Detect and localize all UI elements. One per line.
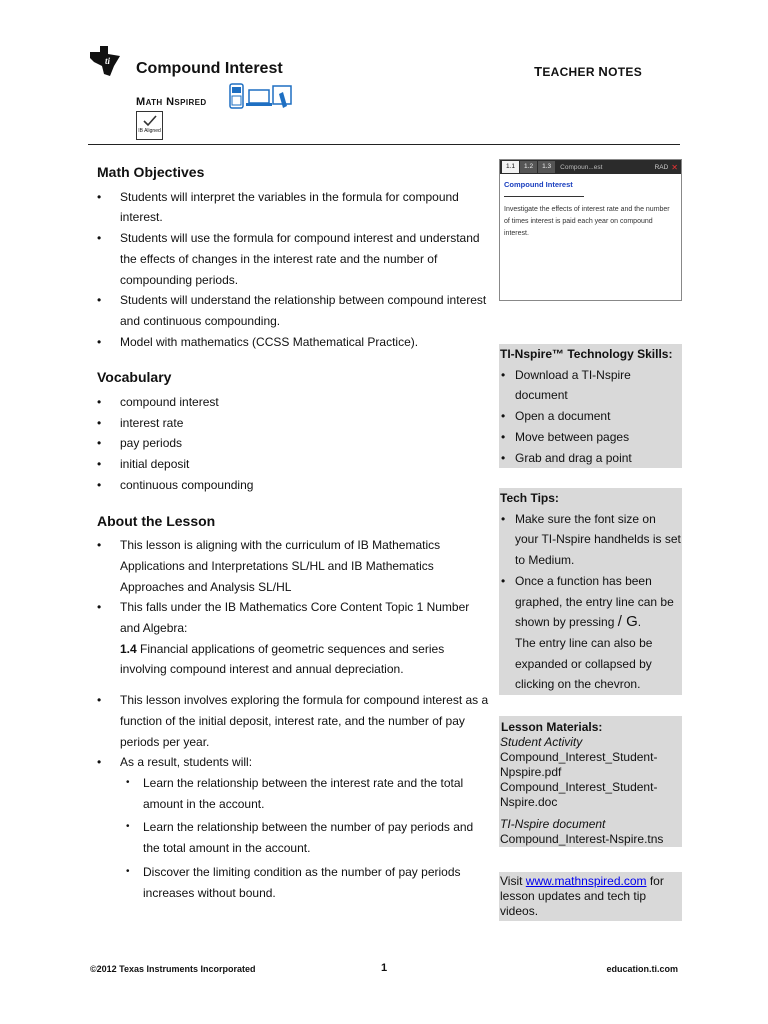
list-item: • Learn the relationship between the number of pay periods and the total amount in the account. bbox=[120, 817, 492, 858]
objectives-list bbox=[97, 187, 492, 353]
file-item: Compound_Interest_Student-Nspire.doc bbox=[500, 780, 658, 809]
about-heading: About the Lesson bbox=[97, 512, 216, 529]
document-title: Compound Interest bbox=[136, 60, 283, 77]
tech-skills-heading: TI-Nspire™ Technology Skills: bbox=[500, 347, 673, 361]
list-item: • Open a document bbox=[499, 406, 682, 427]
list-item: • Students will understand the relationship between compound interest and continuous compounding. bbox=[97, 290, 492, 331]
tech-tips-heading: Tech Tips: bbox=[500, 491, 559, 505]
footer-copyright: ©2012 Texas Instruments Incorporated bbox=[90, 964, 256, 974]
tab-1-2: 1.2 bbox=[520, 161, 537, 173]
footer-site: education.ti.com bbox=[606, 964, 678, 974]
device-icons bbox=[229, 82, 297, 112]
vocabulary-list bbox=[97, 392, 492, 496]
page-header bbox=[88, 44, 680, 144]
list-item: • initial deposit bbox=[97, 454, 492, 475]
nspire-screen-preview bbox=[499, 159, 682, 301]
tech-tips-box bbox=[499, 488, 682, 695]
list-item: • Move between pages bbox=[499, 427, 682, 448]
tech-skills-list bbox=[499, 365, 682, 469]
key-combo: / G bbox=[617, 613, 638, 631]
svg-text:ti: ti bbox=[105, 56, 111, 66]
list-item: • Learn the relationship between the interest rate and the total amount in the account. bbox=[120, 773, 492, 814]
student-activity-label: Student Activity bbox=[500, 735, 583, 749]
vocabulary-heading: Vocabulary bbox=[97, 369, 172, 386]
screen-toolbar bbox=[500, 160, 681, 174]
outcomes-sublist bbox=[120, 773, 492, 903]
tab-1-3: 1.3 bbox=[538, 161, 555, 173]
screen-filename: Compoun...est bbox=[560, 163, 603, 171]
materials-heading: Lesson Materials: bbox=[501, 720, 603, 734]
page-number: 1 bbox=[381, 962, 388, 974]
lesson-materials-box bbox=[499, 716, 682, 847]
checkmark-icon bbox=[142, 114, 158, 128]
about-list-2 bbox=[97, 690, 492, 903]
visit-box: Visit www.mathnspired.com for lesson updates and tech tip videos. bbox=[499, 872, 682, 921]
teacher-notes-label: TEACHER NOTES bbox=[534, 64, 642, 79]
screen-body: Investigate the effects of interest rate and the number of times interest is paid each year on compound interest. bbox=[504, 206, 670, 237]
list-item: • Discover the limiting condition as the number of pay periods increases without bound. bbox=[120, 862, 492, 903]
list-item: • Make sure the font size on your TI-Nspire handhelds is set to Medium. bbox=[499, 509, 682, 571]
list-item: • This lesson involves exploring the formula for compound interest as a function of the initial deposit, interest rate, and the number of pay periods per year. bbox=[97, 690, 492, 752]
list-item: • compound interest bbox=[97, 392, 492, 413]
ib-aligned-badge: IB Aligned bbox=[136, 111, 163, 140]
topic-text: Financial applications of geometric sequences and series involving compound interest and annual depreciation. bbox=[120, 641, 445, 677]
file-item: Compound_Interest-Nspire.tns bbox=[500, 832, 664, 846]
tech-skills-box bbox=[499, 344, 682, 468]
list-item: • continuous compounding bbox=[97, 475, 492, 496]
screen-divider bbox=[504, 196, 584, 197]
header-divider bbox=[88, 144, 680, 145]
series-label: Math Nspired bbox=[136, 96, 207, 108]
list-item: • pay periods bbox=[97, 433, 492, 454]
close-icon: ✕ bbox=[671, 162, 678, 172]
list-item: • Grab and drag a point bbox=[499, 448, 682, 469]
list-item: • Model with mathematics (CCSS Mathematical Practice). bbox=[97, 332, 492, 353]
angle-mode: RAD bbox=[654, 163, 669, 171]
mathnspired-link[interactable]: www.mathnspired.com bbox=[525, 874, 647, 888]
list-item: • Students will interpret the variables in the formula for compound interest. bbox=[97, 187, 492, 228]
list-item: • interest rate bbox=[97, 413, 492, 434]
file-item: Compound_Interest_Student-Npspire.pdf bbox=[500, 750, 658, 779]
about-list bbox=[97, 535, 492, 680]
main-column bbox=[97, 162, 492, 906]
texas-instruments-logo-icon bbox=[88, 44, 122, 78]
list-item: • Download a TI-Nspire document bbox=[499, 365, 682, 406]
list-item: • As a result, students will: • Learn the relationship between the interest rate and the total amount in the account. • Learn the relationship between the number of pay periods and the total amount in the account. • Discover the limiting condition as the number of pay periods increases without bound. bbox=[97, 752, 492, 903]
topic-number: 1.4 bbox=[120, 641, 137, 656]
screen-title: Compound Interest bbox=[504, 180, 573, 189]
list-item: • Once a function has been graphed, the entry line can be shown by pressing / G. The entry line can also be expanded or collapsed by clicking on the chevron. bbox=[499, 571, 682, 695]
list-item: • Students will use the formula for compound interest and understand the effects of changes in the interest rate and the number of compounding periods. bbox=[97, 228, 492, 290]
objectives-heading: Math Objectives bbox=[97, 164, 205, 180]
list-item: • This lesson is aligning with the curriculum of IB Mathematics Applications and Interpretations SL/HL and IB Mathematics Approaches and Analysis SL/HL bbox=[97, 535, 492, 597]
tab-1-1: 1.1 bbox=[502, 161, 519, 173]
tns-label: TI-Nspire document bbox=[500, 817, 606, 831]
tech-tips-list bbox=[499, 509, 682, 695]
list-item: • This falls under the IB Mathematics Core Content Topic 1 Number and Algebra: 1.4 Financial applications of geometric sequences and series involving compound interest and annual depreciation. bbox=[97, 597, 492, 680]
